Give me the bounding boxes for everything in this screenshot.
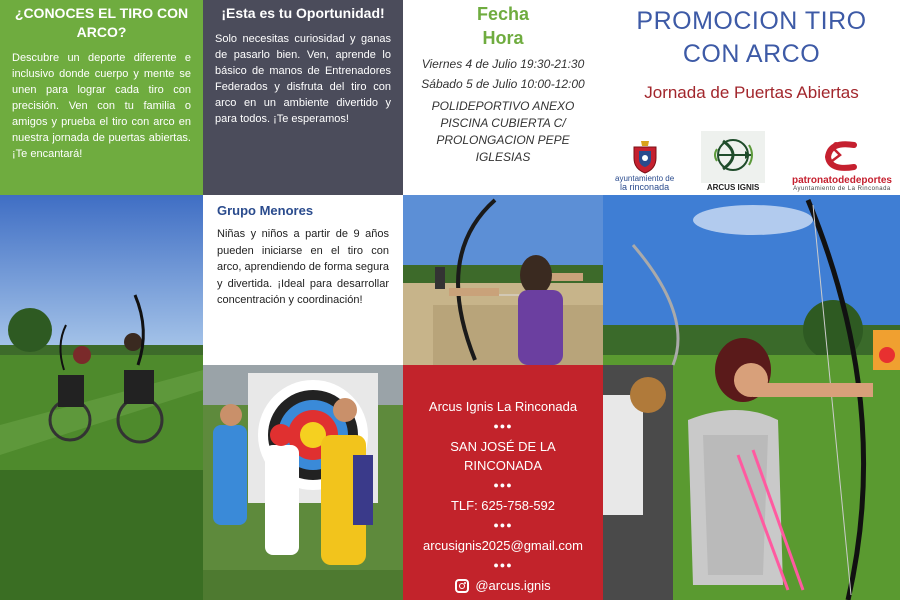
contact-phone[interactable]: TLF: 625-758-592	[450, 498, 556, 513]
photo-woman-archer	[603, 195, 900, 600]
panel-menores	[203, 195, 403, 365]
title-panel	[603, 0, 900, 195]
contact-separator: ●●●	[493, 421, 513, 431]
contact-separator: ●●●	[493, 480, 513, 490]
photo-kids-target	[203, 365, 403, 600]
ayuntamiento-caption-1: ayuntamiento de	[615, 174, 675, 183]
event-date-friday: Viernes 4 de Julio 19:30-21:30	[421, 57, 585, 71]
event-date-saturday: Sábado 5 de Julio 10:00-12:00	[421, 77, 585, 91]
patronato-wordmark	[792, 175, 892, 186]
event-panel	[403, 0, 603, 195]
contact-instagram-handle: @arcus.ignis	[475, 578, 551, 593]
page-subtitle: Jornada de Puertas Abiertas	[644, 83, 859, 102]
arcus-ignis-caption: ARCUS IGNIS	[706, 183, 760, 192]
photo-wheelchair-archers	[0, 195, 203, 600]
patronato-subcaption: Ayuntamiento de La Rinconada	[793, 186, 891, 192]
page-title: PROMOCION TIRO CON ARCO	[636, 7, 867, 68]
event-heading-fecha: Fecha	[476, 4, 530, 24]
event-venue: POLIDEPORTIVO ANEXO PISCINA CUBIERTA C/ PROLONGACION PEPE IGLESIAS	[431, 99, 575, 164]
contact-panel	[403, 365, 603, 600]
panel-conoces-body: Descubre un deporte diferente e inclusivo donde cuerpo y mente se unen para lograr cada tiro con precisión. Ven con tu familia o amigos y prueba el tiro con arco en nuestra jornada de puertas abiertas. ¡Te encantará!	[12, 52, 191, 160]
contact-club-name: Arcus Ignis La Rinconada	[428, 399, 578, 414]
panel-oportunidad-body: Solo necesitas curiosidad y ganas de pasarlo bien. Ven, aprende lo básico de manos de Entrenadores Federados y disfruta del tiro con arco en un ambiente divertido y para todos. ¡Te esperamos!	[215, 33, 391, 125]
arcus-ignis-logo	[701, 131, 765, 192]
instagram-icon	[455, 579, 469, 593]
panel-conoces	[0, 0, 203, 195]
photo-girl-archer	[403, 195, 603, 365]
panel-conoces-heading: ¿CONOCES EL TIRO CON ARCO?	[14, 5, 189, 40]
panel-oportunidad-heading: ¡Esta es tu Oportunidad!	[221, 5, 385, 21]
arcus-ignis-emblem-icon	[701, 131, 765, 183]
contact-city: SAN JOSÉ DE LA RINCONADA	[450, 439, 556, 473]
contact-separator: ●●●	[493, 520, 513, 530]
event-heading-hora: Hora	[482, 28, 524, 48]
contact-instagram[interactable]	[403, 576, 603, 595]
coat-of-arms-icon	[630, 138, 660, 174]
patronato-word-a: patronato	[791, 175, 839, 186]
patronato-logo	[792, 139, 892, 192]
patronato-word-b: de	[838, 175, 850, 186]
contact-email[interactable]: arcusignis2025@gmail.com	[423, 538, 583, 553]
menores-body: Niñas y niños a partir de 9 años pueden iniciarse en el tiro con arco, aprendiendo de forma segura y divertida. ¡Ideal para desarrollar concentración y coordinación!	[217, 228, 389, 306]
menores-heading: Grupo Menores	[217, 203, 314, 218]
patronato-word-c: deportes	[849, 175, 892, 186]
contact-separator: ●●●	[493, 560, 513, 570]
sponsor-logos	[615, 122, 892, 192]
ayuntamiento-logo	[615, 138, 674, 192]
panel-oportunidad	[203, 0, 403, 195]
patronato-swoosh-icon	[822, 139, 862, 173]
ayuntamiento-caption-2: la rinconada	[620, 182, 670, 192]
